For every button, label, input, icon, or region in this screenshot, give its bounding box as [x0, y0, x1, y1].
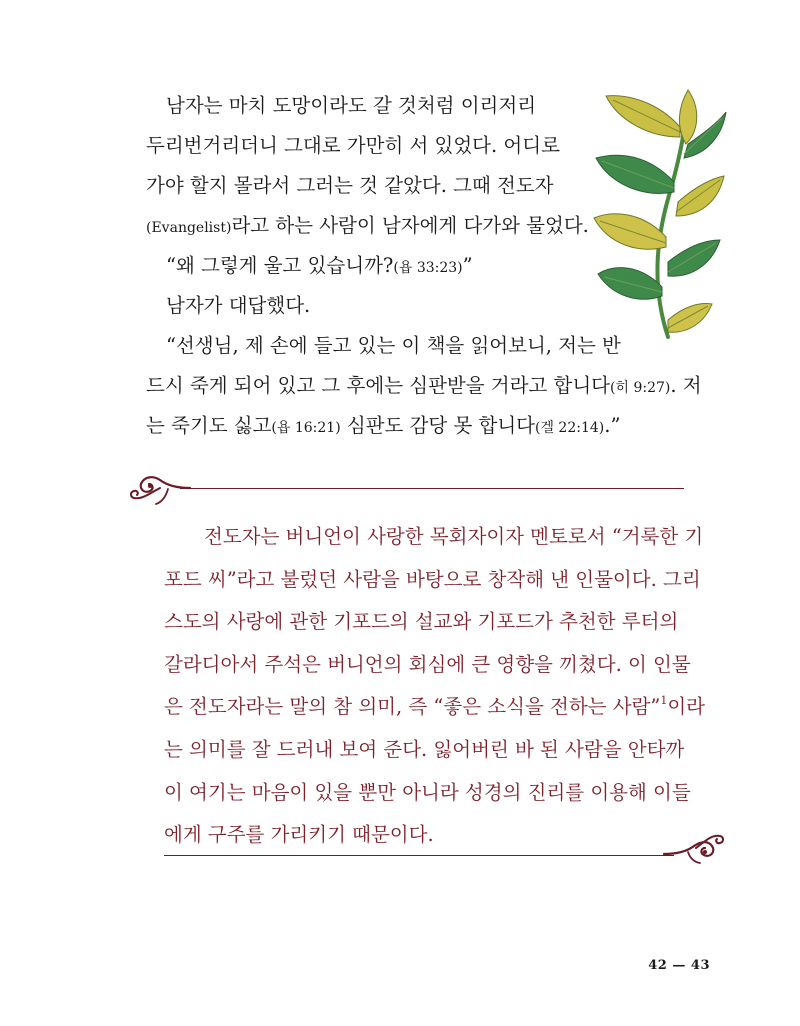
- scripture-reference: (히 9:27): [610, 380, 671, 396]
- text-line: [146, 366, 706, 406]
- text-segment: 는 죽기도 싫고: [146, 414, 272, 437]
- commentary-line: 스도의 사랑에 관한 기포드의 설교와 기포드가 추천한 루터의: [164, 610, 679, 634]
- commentary-line: 포드 씨”라고 불렀던 사람을 바탕으로 창작해 낸 인물이다. 그리: [164, 567, 701, 591]
- scripture-reference: (욥 33:23): [393, 260, 463, 276]
- divider-rule-top: [180, 488, 684, 489]
- scripture-reference: (겔 22:14): [535, 420, 605, 436]
- scroll-flourish-ornament: [662, 830, 726, 866]
- commentary-line: 이 여기는 마음이 있을 뿐만 아니라 성경의 진리를 이용해 이들: [164, 780, 691, 804]
- text-segment: 은 전도자라는 말의 참 의미, 즉 “좋은 소식을 전하는 사람”: [164, 695, 661, 719]
- text-line: [146, 206, 706, 246]
- text-segment: ”: [462, 254, 473, 277]
- text-line: 남자는 마치 도망이라도 갈 것처럼 이리저리: [166, 94, 537, 117]
- commentary-line: 전도자는 버니언이 사랑한 목회자이자 멘토로서 “거룩한 기: [204, 525, 704, 548]
- page-number: 42 — 43: [648, 958, 710, 973]
- text-line: “선생님, 제 손에 들고 있는 이 책을 읽어보니, 저는 반: [166, 334, 621, 357]
- text-segment: 심판도 감당 못 합니다: [340, 414, 535, 437]
- footnote-marker[interactable]: 1: [660, 694, 668, 708]
- text-segment: 이라: [667, 695, 706, 719]
- text-line: 두리번거리더니 그대로 가만히 서 있었다. 어디로: [146, 134, 560, 157]
- commentary-line: 는 의미를 잘 드러내 보여 준다. 잃어버린 바 된 사람을 안타까: [164, 737, 685, 761]
- text-segment: . 저: [670, 374, 702, 397]
- text-segment: .”: [604, 414, 621, 437]
- term-english: (Evangelist): [146, 220, 232, 236]
- text-line: 가야 할지 몰라서 그러는 것 같았다. 그때 전도자: [146, 174, 554, 197]
- commentary-line: [164, 686, 704, 729]
- scroll-flourish-ornament: [128, 474, 192, 508]
- text-segment: 드시 죽게 되어 있고 그 후에는 심판받을 거라고 합니다: [146, 374, 611, 397]
- text-line: [146, 246, 706, 286]
- commentary-line: 에게 구주를 가리키기 때문이다.: [164, 823, 434, 847]
- commentary-line: 갈라디아서 주석은 버니언의 회심에 큰 영향을 끼쳤다. 이 인물: [164, 652, 691, 676]
- main-text-block: [146, 86, 706, 446]
- commentary-block: [164, 516, 704, 857]
- text-segment: “왜 그렇게 울고 있습니까?: [166, 254, 394, 277]
- divider-rule-bottom: [164, 855, 674, 856]
- scripture-reference: (욥 16:21): [271, 420, 341, 436]
- text-line: 남자가 대답했다.: [166, 294, 311, 317]
- text-line: [146, 406, 706, 446]
- text-segment: 라고 하는 사람이 남자에게 다가와 물었다.: [231, 214, 589, 237]
